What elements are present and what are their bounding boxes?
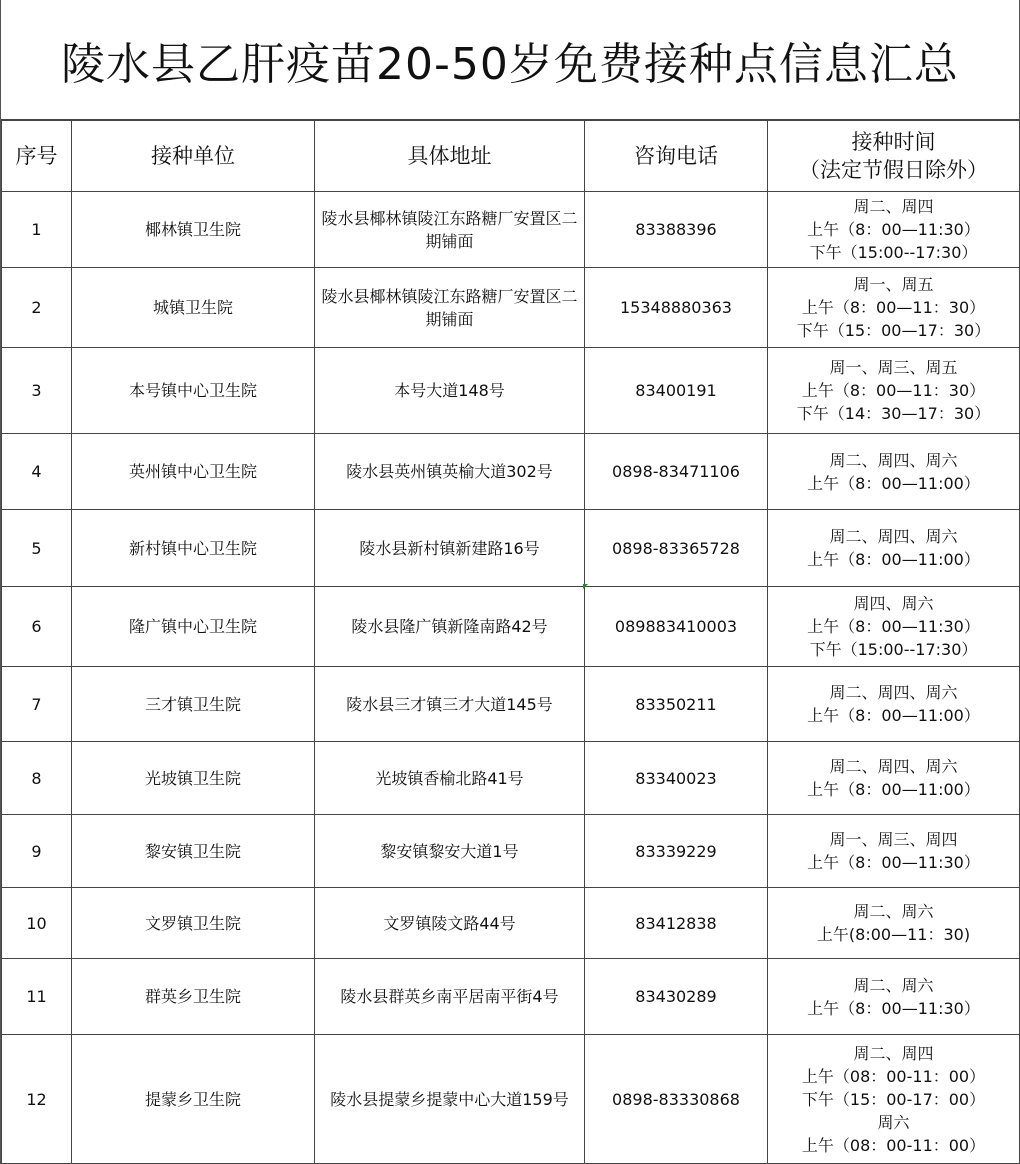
schedule-line: 上午（8：00—11:30） xyxy=(807,617,980,636)
row-phone: 83339229 xyxy=(585,815,768,888)
row-seq: 3 xyxy=(2,348,72,434)
row-unit: 文罗镇卫生院 xyxy=(72,888,315,959)
table-row xyxy=(2,667,1020,742)
schedule-line: 上午（8：00—11:00） xyxy=(807,780,980,799)
header-seq: 序号 xyxy=(2,121,72,192)
schedule-line: 上午(8:00—11：30) xyxy=(816,925,971,944)
schedule-line: 上午（8：00—11：30） xyxy=(801,298,986,317)
row-unit: 城镇卫生院 xyxy=(72,268,315,348)
row-schedule xyxy=(768,888,1020,959)
table-row xyxy=(2,815,1020,888)
row-phone: 83430289 xyxy=(585,959,768,1035)
row-phone: 0898-83471106 xyxy=(585,434,768,510)
row-seq: 9 xyxy=(2,815,72,888)
row-unit: 椰林镇卫生院 xyxy=(72,192,315,268)
schedule-line: 下午（15：00—17：30） xyxy=(796,321,991,340)
schedule-line: 周二、周六 xyxy=(853,975,934,995)
table-row xyxy=(2,510,1020,587)
row-seq: 5 xyxy=(2,510,72,587)
schedule-line: 周六 xyxy=(877,1112,910,1132)
row-phone: 83388396 xyxy=(585,192,768,268)
row-phone: 83400191 xyxy=(585,348,768,434)
header-time-note: （法定节假日除外） xyxy=(799,158,988,182)
row-schedule xyxy=(768,268,1020,348)
row-address: 黎安镇黎安大道1号 xyxy=(315,815,585,888)
row-address: 陵水县群英乡南平居南平街4号 xyxy=(315,959,585,1035)
row-seq: 2 xyxy=(2,268,72,348)
row-schedule xyxy=(768,1035,1020,1164)
row-phone: 089883410003 xyxy=(585,587,768,667)
schedule-line: 周一、周三、周四 xyxy=(829,830,958,849)
cell-corner-marker xyxy=(583,584,588,589)
row-address: 陵水县隆广镇新隆南路42号 xyxy=(315,587,585,667)
schedule-line: 周一、周五 xyxy=(853,275,934,294)
table-row xyxy=(2,348,1020,434)
row-schedule xyxy=(768,348,1020,434)
row-phone: 0898-83330868 xyxy=(585,1035,768,1164)
table-row xyxy=(2,959,1020,1035)
schedule-line: 周二、周四、周六 xyxy=(829,683,958,702)
row-phone: 83350211 xyxy=(585,667,768,742)
row-unit: 群英乡卫生院 xyxy=(72,959,315,1035)
schedule-line: 周二、周六 xyxy=(853,902,934,921)
row-schedule xyxy=(768,667,1020,742)
schedule-line: 上午（08：00-11：00） xyxy=(801,1135,986,1155)
row-phone: 83340023 xyxy=(585,742,768,815)
schedule-line: 周一、周三、周五 xyxy=(829,358,958,377)
header-time xyxy=(768,121,1020,192)
header-address: 具体地址 xyxy=(315,121,585,192)
row-seq: 4 xyxy=(2,434,72,510)
row-address: 本号大道148号 xyxy=(315,348,585,434)
row-address: 陵水县椰林镇陵江东路糖厂安置区二期铺面 xyxy=(315,192,585,268)
row-address: 文罗镇陵文路44号 xyxy=(315,888,585,959)
row-phone: 15348880363 xyxy=(585,268,768,348)
row-unit: 光坡镇卫生院 xyxy=(72,742,315,815)
header-time-title: 接种时间 xyxy=(851,130,936,154)
row-address: 陵水县椰林镇陵江东路糖厂安置区二期铺面 xyxy=(315,268,585,348)
schedule-line: 上午（8：00—11:00） xyxy=(807,473,980,493)
schedule-line: 周二、周四、周六 xyxy=(829,450,958,470)
row-address: 陵水县提蒙乡提蒙中心大道159号 xyxy=(315,1035,585,1164)
row-phone: 0898-83365728 xyxy=(585,510,768,587)
schedule-line: 下午（15:00--17:30） xyxy=(809,640,978,659)
schedule-line: 上午（8：00—11：30） xyxy=(801,381,986,400)
header-phone: 咨询电话 xyxy=(585,121,768,192)
table-row xyxy=(2,587,1020,667)
row-unit: 黎安镇卫生院 xyxy=(72,815,315,888)
schedule-line: 周二、周四 xyxy=(853,1043,934,1063)
schedule-line: 周二、周四 xyxy=(853,197,934,216)
row-seq: 6 xyxy=(2,587,72,667)
row-seq: 8 xyxy=(2,742,72,815)
page-title: 陵水县乙肝疫苗20-50岁免费接种点信息汇总 xyxy=(1,0,1019,120)
schedule-line: 上午（08：00-11：00） xyxy=(801,1066,986,1086)
row-address: 陵水县新村镇新建路16号 xyxy=(315,510,585,587)
row-phone: 83412838 xyxy=(585,888,768,959)
table-row xyxy=(2,268,1020,348)
table-row xyxy=(2,742,1020,815)
row-seq: 7 xyxy=(2,667,72,742)
row-address: 光坡镇香榆北路41号 xyxy=(315,742,585,815)
row-schedule xyxy=(768,510,1020,587)
row-unit: 新村镇中心卫生院 xyxy=(72,510,315,587)
row-unit: 三才镇卫生院 xyxy=(72,667,315,742)
row-address: 陵水县三才镇三才大道145号 xyxy=(315,667,585,742)
schedule-line: 周二、周四、周六 xyxy=(829,757,958,776)
row-unit: 提蒙乡卫生院 xyxy=(72,1035,315,1164)
row-schedule xyxy=(768,192,1020,268)
row-schedule xyxy=(768,742,1020,815)
row-unit: 本号镇中心卫生院 xyxy=(72,348,315,434)
row-seq: 10 xyxy=(2,888,72,959)
row-unit: 英州镇中心卫生院 xyxy=(72,434,315,510)
table-row xyxy=(2,192,1020,268)
schedule-line: 上午（8：00—11:00） xyxy=(807,706,980,725)
table-row xyxy=(2,434,1020,510)
table-header-row xyxy=(2,121,1020,192)
row-seq: 12 xyxy=(2,1035,72,1164)
schedule-line: 上午（8：00—11:30） xyxy=(807,853,980,872)
table-row xyxy=(2,888,1020,959)
row-schedule xyxy=(768,959,1020,1035)
schedule-line: 下午（14：30—17：30） xyxy=(796,404,991,423)
schedule-line: 上午（8：00—11:30） xyxy=(807,998,980,1018)
row-address: 陵水县英州镇英榆大道302号 xyxy=(315,434,585,510)
table-row xyxy=(2,1035,1020,1164)
table-body xyxy=(2,192,1020,1164)
row-seq: 11 xyxy=(2,959,72,1035)
row-schedule xyxy=(768,434,1020,510)
schedule-line: 周四、周六 xyxy=(853,594,934,613)
schedule-line: 上午（8：00—11:00） xyxy=(807,550,980,569)
row-unit: 隆广镇中心卫生院 xyxy=(72,587,315,667)
schedule-line: 下午（15:00--17:30） xyxy=(809,243,978,262)
row-seq: 1 xyxy=(2,192,72,268)
header-unit: 接种单位 xyxy=(72,121,315,192)
row-schedule xyxy=(768,815,1020,888)
schedule-line: 周二、周四、周六 xyxy=(829,527,958,546)
sites-table xyxy=(1,120,1020,1164)
schedule-line: 下午（15：00-17：00） xyxy=(801,1089,986,1109)
row-schedule xyxy=(768,587,1020,667)
schedule-line: 上午（8：00—11:30） xyxy=(807,220,980,239)
